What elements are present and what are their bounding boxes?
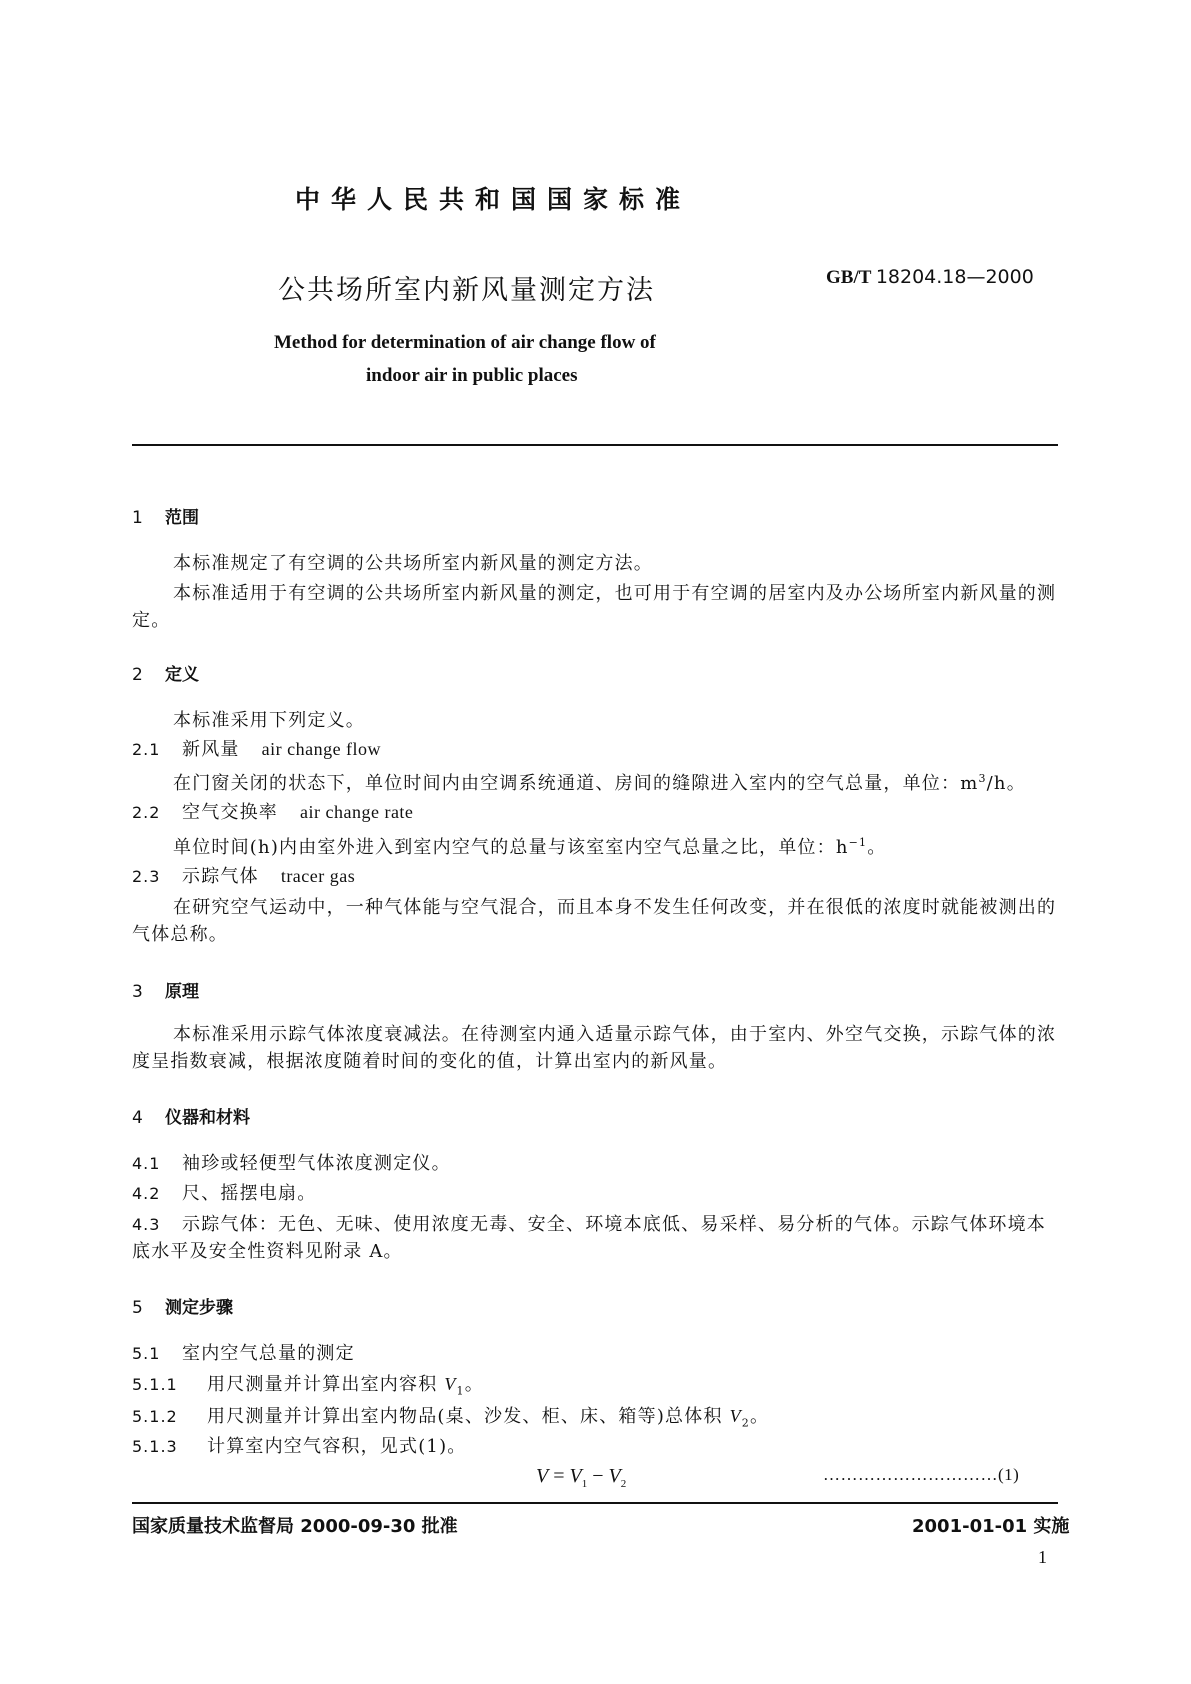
item-text: 用尺测量并计算出室内容积 <box>207 1374 445 1395</box>
item-4-1 <box>132 1150 451 1177</box>
header-divider <box>132 444 1058 446</box>
item-text: 用尺测量并计算出室内物品(桌、沙发、柜、床、箱等)总体积 <box>207 1406 730 1427</box>
item-text: 计算室内空气容积，见式(1)。 <box>207 1436 467 1457</box>
section-number: 5 <box>132 1298 143 1318</box>
item-text: 室内空气总量的测定 <box>182 1343 355 1364</box>
section-title: 定义 <box>165 665 199 685</box>
item-5-1-2 <box>132 1403 769 1437</box>
definition-2-2-term <box>132 799 413 826</box>
definition-2-3-term <box>132 863 355 890</box>
standard-code <box>826 266 1034 289</box>
formula-v1-subscript: 1 <box>581 1478 588 1490</box>
definition-2-2-text <box>173 829 886 861</box>
unit-superscript: 3 <box>978 772 987 785</box>
document-title-en-line1: Method for determination of air change flow of <box>274 332 656 353</box>
section-1-paragraph-1: 本标准规定了有空调的公共场所室内新风量的测定方法。 <box>173 553 653 574</box>
variable-subscript: 1 <box>456 1384 465 1398</box>
section-title: 范围 <box>165 508 199 528</box>
definition-text: 在门窗关闭的状态下，单位时间内由空调系统通道、房间的缝隙进入室内的空气总量，单位：m <box>173 773 979 794</box>
clause-number: 2.1 <box>132 740 161 759</box>
section-3-heading <box>132 977 199 1002</box>
section-number: 2 <box>132 665 143 685</box>
definition-2-1-text <box>173 765 1026 797</box>
item-text-tail: 。 <box>464 1374 484 1395</box>
definition-text-tail: 。 <box>867 837 887 858</box>
clause-number: 5.1.2 <box>132 1407 178 1426</box>
document-title-en-line2: indoor air in public places <box>366 365 578 386</box>
formula-equals: = <box>548 1465 570 1487</box>
clause-number: 2.2 <box>132 803 161 822</box>
term-en: air change flow <box>261 739 382 759</box>
section-4-heading <box>132 1103 250 1128</box>
formula-reference: …………………………(1) <box>823 1465 1020 1484</box>
term-en: air change rate <box>300 802 414 822</box>
item-text-tail: 。 <box>749 1406 770 1427</box>
approval-statement: 国家质量技术监督局 2000-09-30 批准 <box>132 1516 458 1537</box>
item-4-3 <box>132 1211 1060 1265</box>
section-number: 3 <box>132 982 143 1002</box>
section-1-paragraph-2: 本标准适用于有空调的公共场所室内新风量的测定，也可用于有空调的居室内及办公场所室内新风量的测定。 <box>132 583 1057 631</box>
formula-v1: V <box>569 1465 582 1487</box>
volume-variable: V <box>729 1406 742 1426</box>
section-5-heading <box>132 1293 233 1318</box>
volume-variable: V <box>444 1374 457 1394</box>
clause-number: 4.2 <box>132 1184 161 1203</box>
item-5-1-3 <box>132 1433 467 1460</box>
section-title: 测定步骤 <box>165 1298 233 1318</box>
standard-code-number: 18204.18—2000 <box>875 266 1034 288</box>
term-en: tracer gas <box>280 866 356 886</box>
term-cn: 示踪气体 <box>182 866 259 887</box>
term-cn: 空气交换率 <box>182 802 278 823</box>
formula-1 <box>536 1465 626 1490</box>
definition-2-3-text: 在研究空气运动中，一种气体能与空气混合，而且本身不发生任何改变，并在很低的浓度时就能被测出的气体总称。 <box>132 897 1057 945</box>
section-number: 4 <box>132 1108 143 1128</box>
section-3-paragraph: 本标准采用示踪气体浓度衰减法。在待测室内通入适量示踪气体，由于室内、外空气交换，示踪气体的浓度呈指数衰减，根据浓度随着时间的变化的值，计算出室内的新风量。 <box>132 1024 1057 1072</box>
unit-superscript: −1 <box>848 836 868 849</box>
page-number: 1 <box>1038 1547 1047 1567</box>
standard-code-prefix: GB/T <box>826 267 872 288</box>
section-2-heading <box>132 660 199 685</box>
clause-number: 4.3 <box>132 1215 161 1234</box>
item-text: 尺、摇摆电扇。 <box>182 1183 317 1204</box>
item-4-2 <box>132 1180 316 1207</box>
formula-minus: − <box>587 1465 609 1487</box>
definition-2-1-term <box>132 736 381 763</box>
section-title: 仪器和材料 <box>165 1108 250 1128</box>
term-cn: 新风量 <box>182 739 240 760</box>
section-2-intro: 本标准采用下列定义。 <box>173 710 365 731</box>
item-text: 袖珍或轻便型气体浓度测定仪。 <box>182 1153 451 1174</box>
clause-number: 5.1 <box>132 1344 161 1363</box>
section-title: 原理 <box>165 982 199 1002</box>
section-1-heading <box>132 503 199 528</box>
item-5-1 <box>132 1340 355 1367</box>
definition-text-tail: /h。 <box>986 773 1026 794</box>
formula-v2-subscript: 2 <box>620 1478 627 1490</box>
definition-text: 单位时间(h)内由室外进入到室内空气的总量与该室室内空气总量之比，单位：h <box>173 837 849 858</box>
footer-divider <box>132 1502 1058 1504</box>
clause-number: 5.1.3 <box>132 1437 178 1456</box>
clause-number: 2.3 <box>132 867 161 886</box>
item-text: 示踪气体：无色、无味、使用浓度无毒、安全、环境本底低、易采样、易分析的气体。示踪气体环境本底水平及安全性资料见附录 A。 <box>132 1214 1046 1262</box>
clause-number: 5.1.1 <box>132 1375 178 1394</box>
document-title-cn: 公共场所室内新风量测定方法 <box>278 275 655 306</box>
formula-lhs: V <box>536 1465 549 1487</box>
implementation-date: 2001-01-01 实施 <box>912 1516 1070 1537</box>
section-number: 1 <box>132 508 143 528</box>
national-standard-label: 中华人民共和国国家标准 <box>295 185 692 214</box>
clause-number: 4.1 <box>132 1154 161 1173</box>
variable-subscript: 2 <box>741 1416 750 1430</box>
formula-v2: V <box>608 1465 621 1487</box>
item-5-1-1 <box>132 1371 484 1405</box>
